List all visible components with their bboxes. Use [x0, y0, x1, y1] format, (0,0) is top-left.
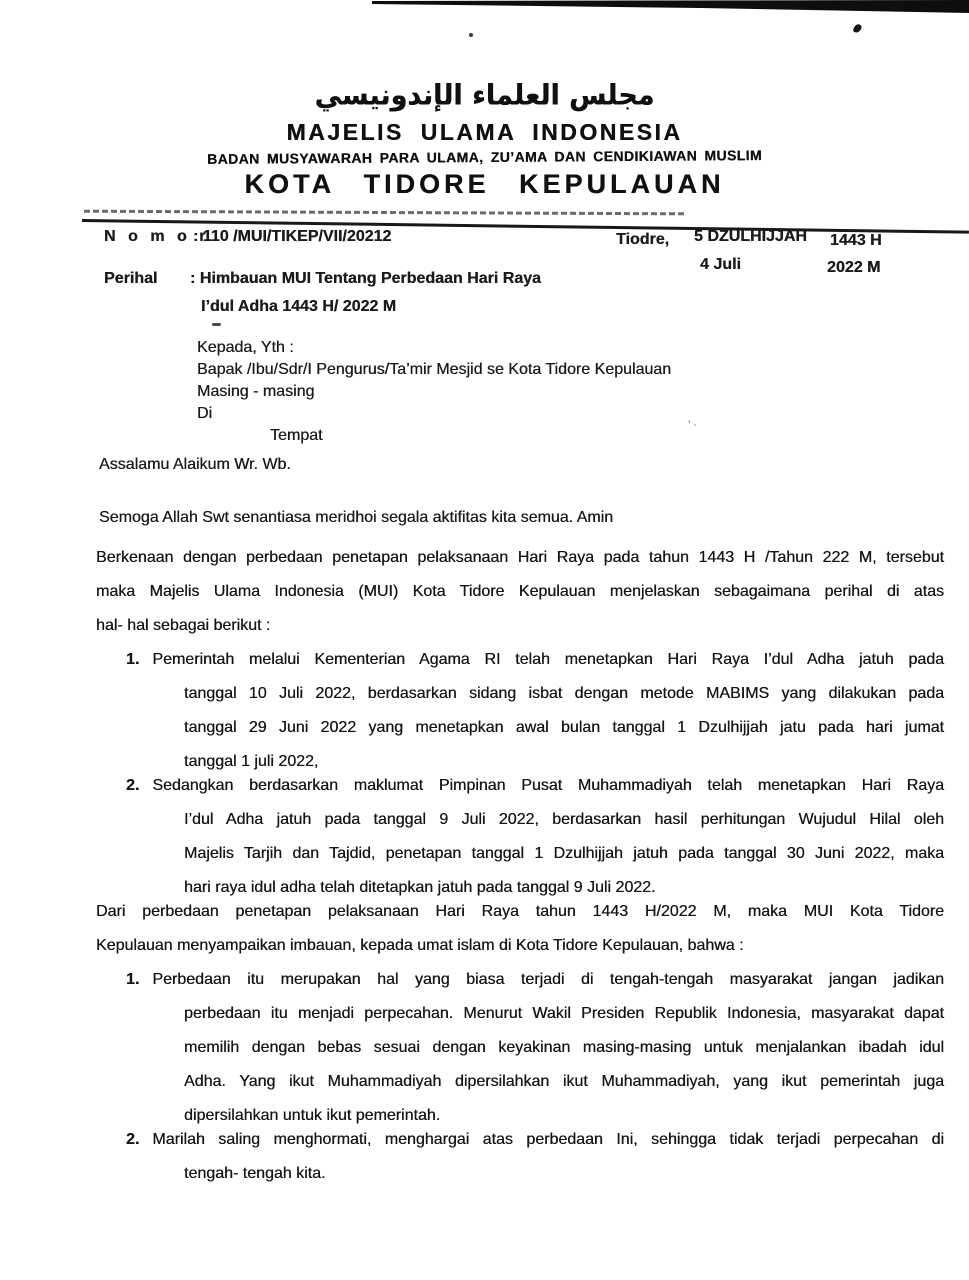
list-item-line: tengah- tengah kita.: [184, 1165, 326, 1182]
letter-place: Tiodre,: [616, 231, 670, 248]
organization-name: MAJELIS ULAMA INDONESIA: [286, 119, 683, 145]
paragraph-2: [96, 895, 944, 963]
list-item-line: 1. Pemerintah melalui Kementerian Agama RI telah menetapkan Hari Raya I’dul Adha jatuh pada: [126, 651, 944, 668]
scan-speck-artifact: [852, 23, 862, 34]
list2-item-1: [96, 963, 944, 1133]
list-item-line: tanggal 29 Juni 2022 yang menetapkan awal bulan tanggal 1 Dzulhijjah jatu pada hari jumat: [184, 719, 944, 736]
list-item-line: tanggal 10 Juli 2022, berdasarkan sidang isbat dengan metode MABIMS yang dilakukan pada: [184, 685, 944, 702]
paragraph-line: maka Majelis Ulama Indonesia (MUI) Kota Tidore Kepulauan menjelaskan sebagaimana perihal di atas: [96, 583, 944, 600]
list2-item-2: [96, 1123, 944, 1191]
list-item-line: Adha. Yang ikut Muhammadiyah dipersilahkan ikut Muhammadiyah, yang ikut pemerintah juga: [184, 1073, 944, 1090]
letter-year-hijri: 1443 H: [830, 232, 882, 249]
arabic-calligraphy: مجلس العلماء الإندونيسي: [314, 79, 655, 112]
letterhead-divider-dashed: [84, 210, 684, 216]
list-item-line: tanggal 1 juli 2022,: [184, 753, 319, 770]
paragraph-line: hal- hal sebagai berikut :: [96, 617, 271, 634]
recipient-each: Masing - masing: [197, 383, 315, 400]
list-item-number: 1.: [126, 971, 140, 988]
paragraph-1: [96, 541, 944, 643]
list-item-line: Majelis Tarjih dan Tajdid, penetapan tanggal 1 Dzulhijjah jatuh pada tanggal 30 Juni 2022, maka: [184, 845, 944, 862]
letter-body: [96, 541, 944, 1191]
list-item-line: perbedaan itu menjadi perpecahan. Menurut Wakil Presiden Republik Indonesia, masyarakat dapat: [184, 1005, 944, 1022]
organization-region: KOTA TIDORE KEPULAUAN: [244, 169, 725, 199]
list-item-line: memilih dengan bebas sesuai dengan keyakinan masing-masing untuk menjalankan ibadah idul: [184, 1039, 944, 1056]
list-item-line: I’dul Adha jatuh pada tanggal 9 Juli 2022, berdasarkan hasil perhitungan Wujudul Hilal oleh: [184, 811, 944, 828]
list-item-number: 2.: [126, 777, 140, 794]
paragraph-line: Kepulauan menyampaikan imbauan, kepada umat islam di Kota Tidore Kepulauan, bahwa :: [96, 937, 744, 954]
scan-speck-artifact: [469, 33, 473, 37]
list-item-line: 2. Sedangkan berdasarkan maklumat Pimpinan Pusat Muhammadiyah telah menetapkan Hari Raya: [126, 777, 944, 794]
opening-sentence: Semoga Allah Swt senantiasa meridhoi segala aktifitas kita semua. Amin: [99, 509, 614, 526]
list-item-number: 1.: [126, 651, 140, 668]
letter-date-hijri: 5 DZULHIJJAH: [694, 228, 807, 245]
letter-date-gregorian: 4 Juli: [700, 256, 741, 273]
perihal-value-line2: I’dul Adha 1443 H/ 2022 M: [201, 298, 397, 315]
nomor-label: N o m o r: [104, 228, 210, 245]
list-item-number: 2.: [126, 1131, 140, 1148]
recipient-block: [197, 337, 671, 447]
list1-item-1: [96, 643, 944, 779]
recipient-salutation: Kepada, Yth :: [197, 339, 294, 356]
scan-edge-artifact: [372, 0, 969, 15]
scan-speck-artifact: ’ ·: [688, 419, 697, 431]
list-item-line: 2. Marilah saling menghormati, menghargai atas perbedaan Ini, sehingga tidak terjadi perpecahan di: [126, 1131, 944, 1148]
recipient-di: Di: [197, 405, 213, 422]
list-item-line: hari raya idul adha telah ditetapkan jatuh pada tanggal 9 Juli 2022.: [184, 879, 656, 896]
list-item-line: dipersilahkan untuk ikut pemerintah.: [184, 1107, 441, 1124]
recipient-place: Tempat: [270, 427, 323, 444]
recipient-addressee: Bapak /Ibu/Sdr/I Pengurus/Ta’mir Mesjid se Kota Tidore Kepulauan: [197, 361, 672, 378]
paragraph-line: Berkenaan dengan perbedaan penetapan pelaksanaan Hari Raya pada tahun 1443 H /Tahun 222 M, tersebut: [96, 549, 944, 566]
scan-dash-artifact: [212, 323, 221, 326]
list1-item-2: [96, 769, 944, 905]
letter-year-gregorian: 2022 M: [827, 259, 881, 276]
greeting: Assalamu Alaikum Wr. Wb.: [99, 456, 291, 473]
list-item-line: 1. Perbedaan itu merupakan hal yang biasa terjadi di tengah-tengah masyarakat jangan jadikan: [126, 971, 944, 988]
paragraph-line: Dari perbedaan penetapan pelaksanaan Hari Raya tahun 1443 H/2022 M, maka MUI Kota Tidore: [96, 903, 944, 920]
perihal-value-line1: : Himbauan MUI Tentang Perbedaan Hari Raya: [190, 270, 541, 287]
organization-subtitle: BADAN MUSYAWARAH PARA ULAMA, ZU’AMA DAN CENDIKIAWAN MUSLIM: [206, 147, 763, 167]
perihal-label: Perihal: [104, 270, 158, 287]
nomor-value: : 110 /MUI/TIKEP/VII/20212: [193, 228, 392, 245]
letterhead: [0, 80, 969, 200]
